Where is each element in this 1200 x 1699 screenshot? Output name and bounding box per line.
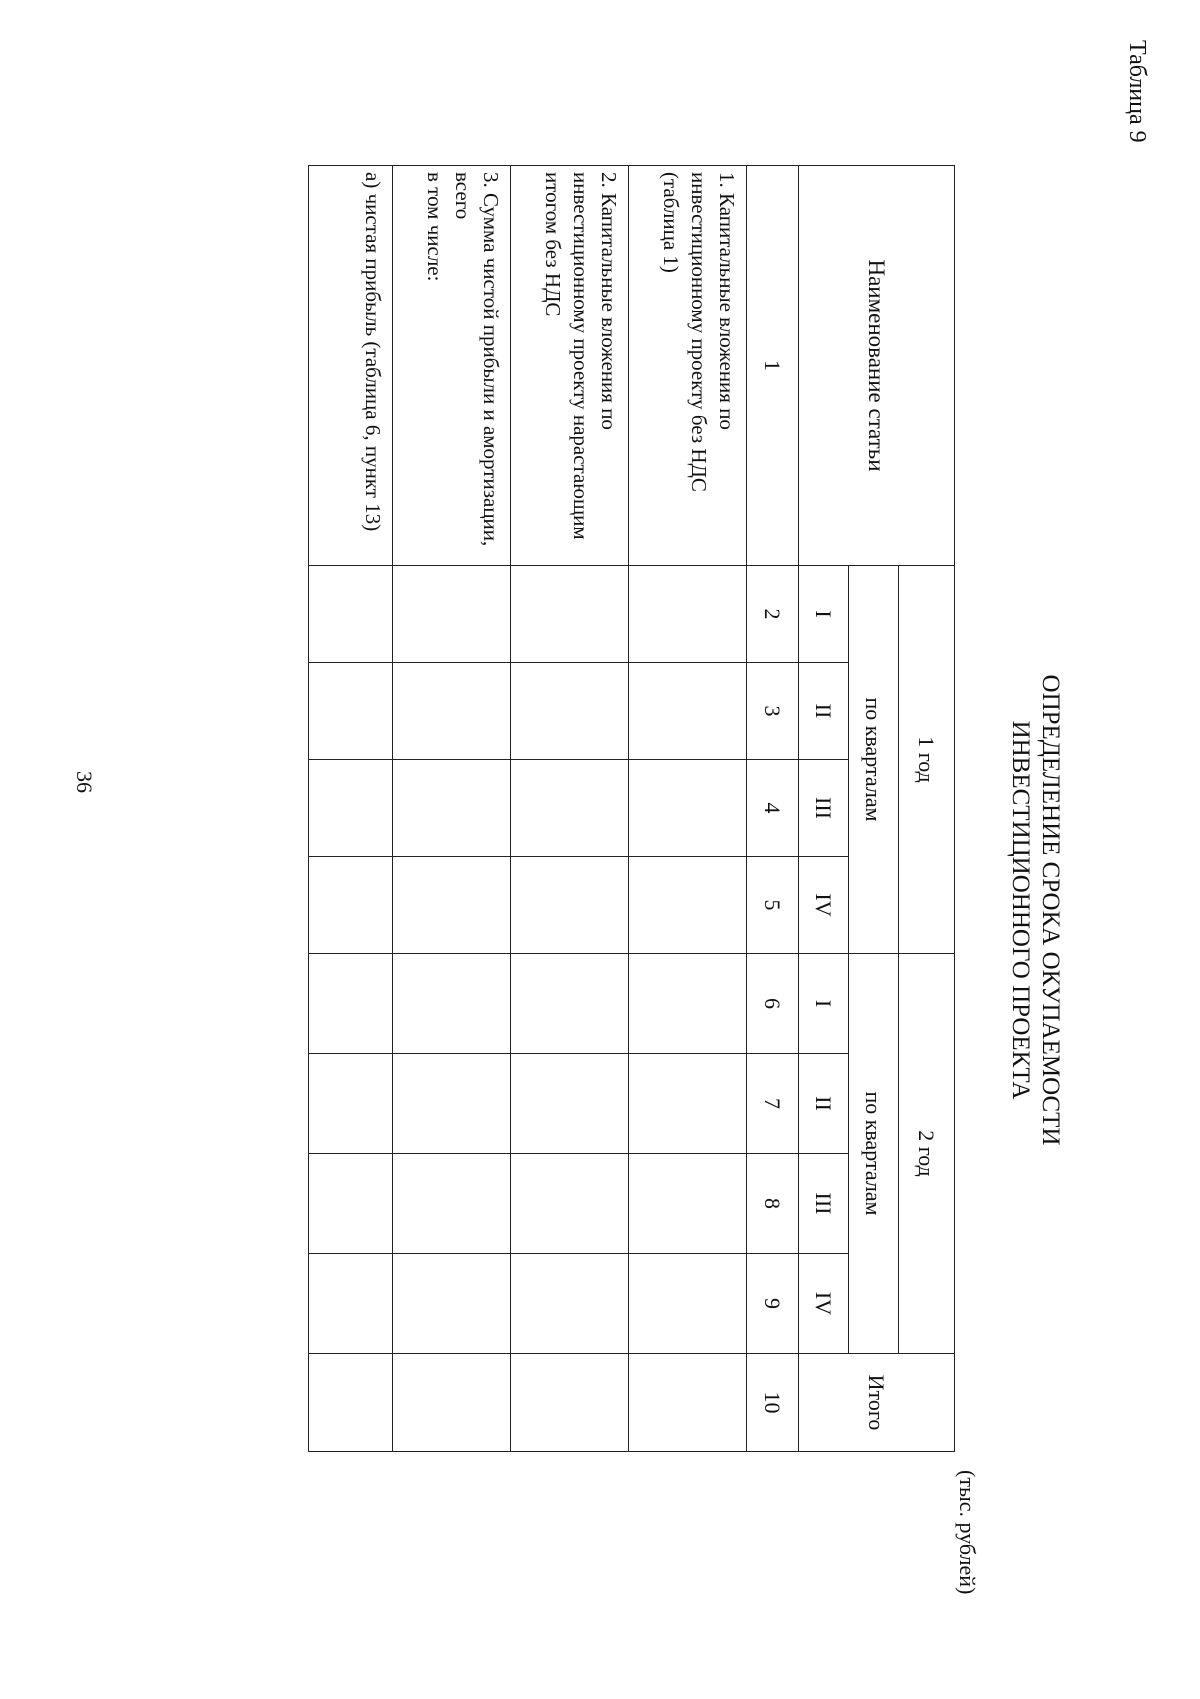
table-row: [511, 166, 629, 1452]
units-note: (тыс. рублей): [955, 1470, 980, 1595]
quarter-cell: I: [799, 566, 849, 663]
header-year-2: 2 год: [899, 954, 955, 1354]
header-by-quarters-year-1: по кварталам: [849, 566, 899, 954]
row-name: а) чистая прибыль (таблица 6, пункт 13): [309, 166, 393, 566]
quarter-cell: III: [799, 1154, 849, 1254]
quarter-cell: II: [799, 1054, 849, 1154]
col-number: 10: [747, 1354, 799, 1452]
quarter-cell: IV: [799, 1254, 849, 1354]
table-row: [629, 166, 747, 1452]
header-name-col: Наименование статьи: [799, 166, 955, 566]
row-name: 1. Капитальные вложения по инвестиционному проекту без НДС (таблица 1): [629, 166, 747, 566]
header-row-years: [899, 166, 955, 1452]
row-name: 2. Капитальные вложения по инвестиционному проекту нарастающим итогом без НДС: [511, 166, 629, 566]
table-row: [309, 166, 393, 1452]
quarter-cell: II: [799, 663, 849, 760]
page-number: 36: [72, 771, 97, 793]
col-number: 1: [747, 166, 799, 566]
header-year-1: 1 год: [899, 566, 955, 954]
col-number: 8: [747, 1154, 799, 1254]
col-number: 6: [747, 954, 799, 1054]
col-number: 4: [747, 760, 799, 857]
header-total: Итого: [799, 1354, 955, 1452]
quarter-cell: III: [799, 760, 849, 857]
title-line-2: ИНВЕСТИЦИОННОГО ПРОЕКТА: [1007, 720, 1034, 1100]
title-line-1: ОПРЕДЕЛЕНИЕ СРОКА ОКУПАЕМОСТИ: [1037, 674, 1064, 1146]
quarter-cell: I: [799, 954, 849, 1054]
col-number: 7: [747, 1054, 799, 1154]
payback-table: [308, 165, 955, 1452]
header-by-quarters-year-2: по кварталам: [849, 954, 899, 1354]
col-number: 3: [747, 663, 799, 760]
table-row: [393, 166, 511, 1452]
document-title: [1005, 560, 1065, 1260]
column-number-row: [747, 166, 799, 1452]
quarter-cell: IV: [799, 857, 849, 954]
col-number: 2: [747, 566, 799, 663]
row-name-cell: [393, 166, 511, 566]
row-name: 3. Сумма чистой прибыли и амортизации, всего: [451, 172, 503, 547]
table-number: Таблица 9: [1124, 40, 1150, 143]
col-number: 9: [747, 1254, 799, 1354]
row-subnote: в том числе:: [423, 172, 447, 282]
col-number: 5: [747, 857, 799, 954]
